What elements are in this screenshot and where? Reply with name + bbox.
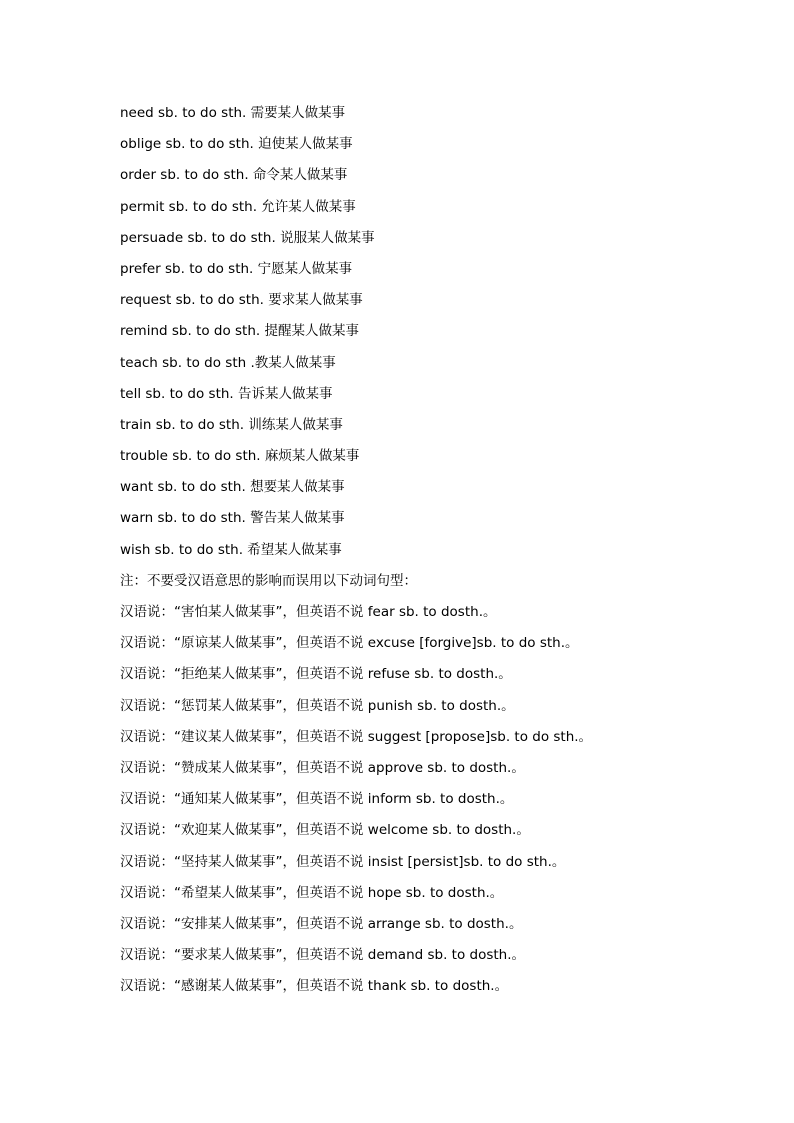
example-line (120, 753, 760, 784)
example-text: 汉语说：“坚持某人做某事”，但英语不说 insist [persist]sb. to do sth.。 (120, 853, 566, 870)
verb-list-item-text: train sb. to do sth. 训练某人做某事 (120, 416, 343, 433)
verb-list-item (120, 98, 760, 129)
verb-list-item-text: warn sb. to do sth. 警告某人做某事 (120, 510, 345, 527)
verb-list-item (120, 441, 760, 472)
example-text: 汉语说：“赞成某人做某事”，但英语不说 approve sb. to dosth.。 (120, 759, 525, 776)
verb-list-item-text: teach sb. to do sth .教某人做某事 (120, 354, 336, 371)
example-line (120, 784, 760, 815)
example-line (120, 659, 760, 690)
verb-list-item-text: wish sb. to do sth. 希望某人做某事 (120, 541, 342, 558)
example-line (120, 847, 760, 878)
example-text: 汉语说：“要求某人做某事”，但英语不说 demand sb. to dosth.。 (120, 947, 526, 964)
example-line (120, 722, 760, 753)
verb-list-item-text: order sb. to do sth. 命令某人做某事 (120, 167, 348, 184)
example-line (120, 971, 760, 1002)
note-line (120, 566, 760, 597)
note-text: 注：不要受汉语意思的影响而误用以下动词句型： (120, 572, 417, 589)
verb-list-item (120, 223, 760, 254)
verb-list-item (120, 503, 760, 534)
example-text: 汉语说：“建议某人做某事”，但英语不说 suggest [propose]sb. to do sth.。 (120, 728, 593, 745)
verb-list-item (120, 192, 760, 223)
verb-list-item-text: trouble sb. to do sth. 麻烦某人做某事 (120, 448, 360, 465)
example-line (120, 815, 760, 846)
example-line (120, 597, 760, 628)
verb-list-item (120, 535, 760, 566)
example-line (120, 691, 760, 722)
example-text: 汉语说：“拒绝某人做某事”，但英语不说 refuse sb. to dosth.。 (120, 666, 512, 683)
example-text: 汉语说：“希望某人做某事”，但英语不说 hope sb. to dosth.。 (120, 884, 504, 901)
verb-list-item-text: remind sb. to do sth. 提醒某人做某事 (120, 323, 359, 340)
verb-list-item-text: request sb. to do sth. 要求某人做某事 (120, 292, 363, 309)
example-line (120, 878, 760, 909)
example-text: 汉语说：“原谅某人做某事”，但英语不说 excuse [forgive]sb. to do sth.。 (120, 635, 579, 652)
example-line (120, 628, 760, 659)
verb-list-item-text: prefer sb. to do sth. 宁愿某人做某事 (120, 260, 353, 277)
example-line (120, 909, 760, 940)
verb-list-item-text: oblige sb. to do sth. 迫使某人做某事 (120, 136, 353, 153)
example-text: 汉语说：“惩罚某人做某事”，但英语不说 punish sb. to dosth.。 (120, 697, 515, 714)
verb-list-item (120, 410, 760, 441)
verb-list-item-text: need sb. to do sth. 需要某人做某事 (120, 105, 346, 121)
example-line (120, 940, 760, 971)
verb-list-item (120, 129, 760, 160)
example-text: 汉语说：“感谢某人做某事”，但英语不说 thank sb. to dosth.。 (120, 978, 509, 995)
verb-list-item-text: permit sb. to do sth. 允许某人做某事 (120, 198, 356, 215)
verb-list-item-text: persuade sb. to do sth. 说服某人做某事 (120, 229, 375, 246)
verb-list-item (120, 254, 760, 285)
verb-list-item (120, 160, 760, 191)
example-text: 汉语说：“欢迎某人做某事”，但英语不说 welcome sb. to dosth.。 (120, 822, 530, 839)
example-text: 汉语说：“通知某人做某事”，但英语不说 inform sb. to dosth.。 (120, 791, 514, 808)
verb-list-item (120, 285, 760, 316)
example-text: 汉语说：“害怕某人做某事”，但英语不说 fear sb. to dosth.。 (120, 604, 497, 620)
verb-list-item (120, 348, 760, 379)
verb-list-item-text: want sb. to do sth. 想要某人做某事 (120, 479, 345, 496)
example-text: 汉语说：“安排某人做某事”，但英语不说 arrange sb. to dosth.。 (120, 915, 523, 932)
document-page (120, 98, 760, 1002)
verb-list-item-text: tell sb. to do sth. 告诉某人做某事 (120, 385, 333, 402)
verb-list-item (120, 316, 760, 347)
verb-list-item (120, 379, 760, 410)
verb-list-item (120, 472, 760, 503)
